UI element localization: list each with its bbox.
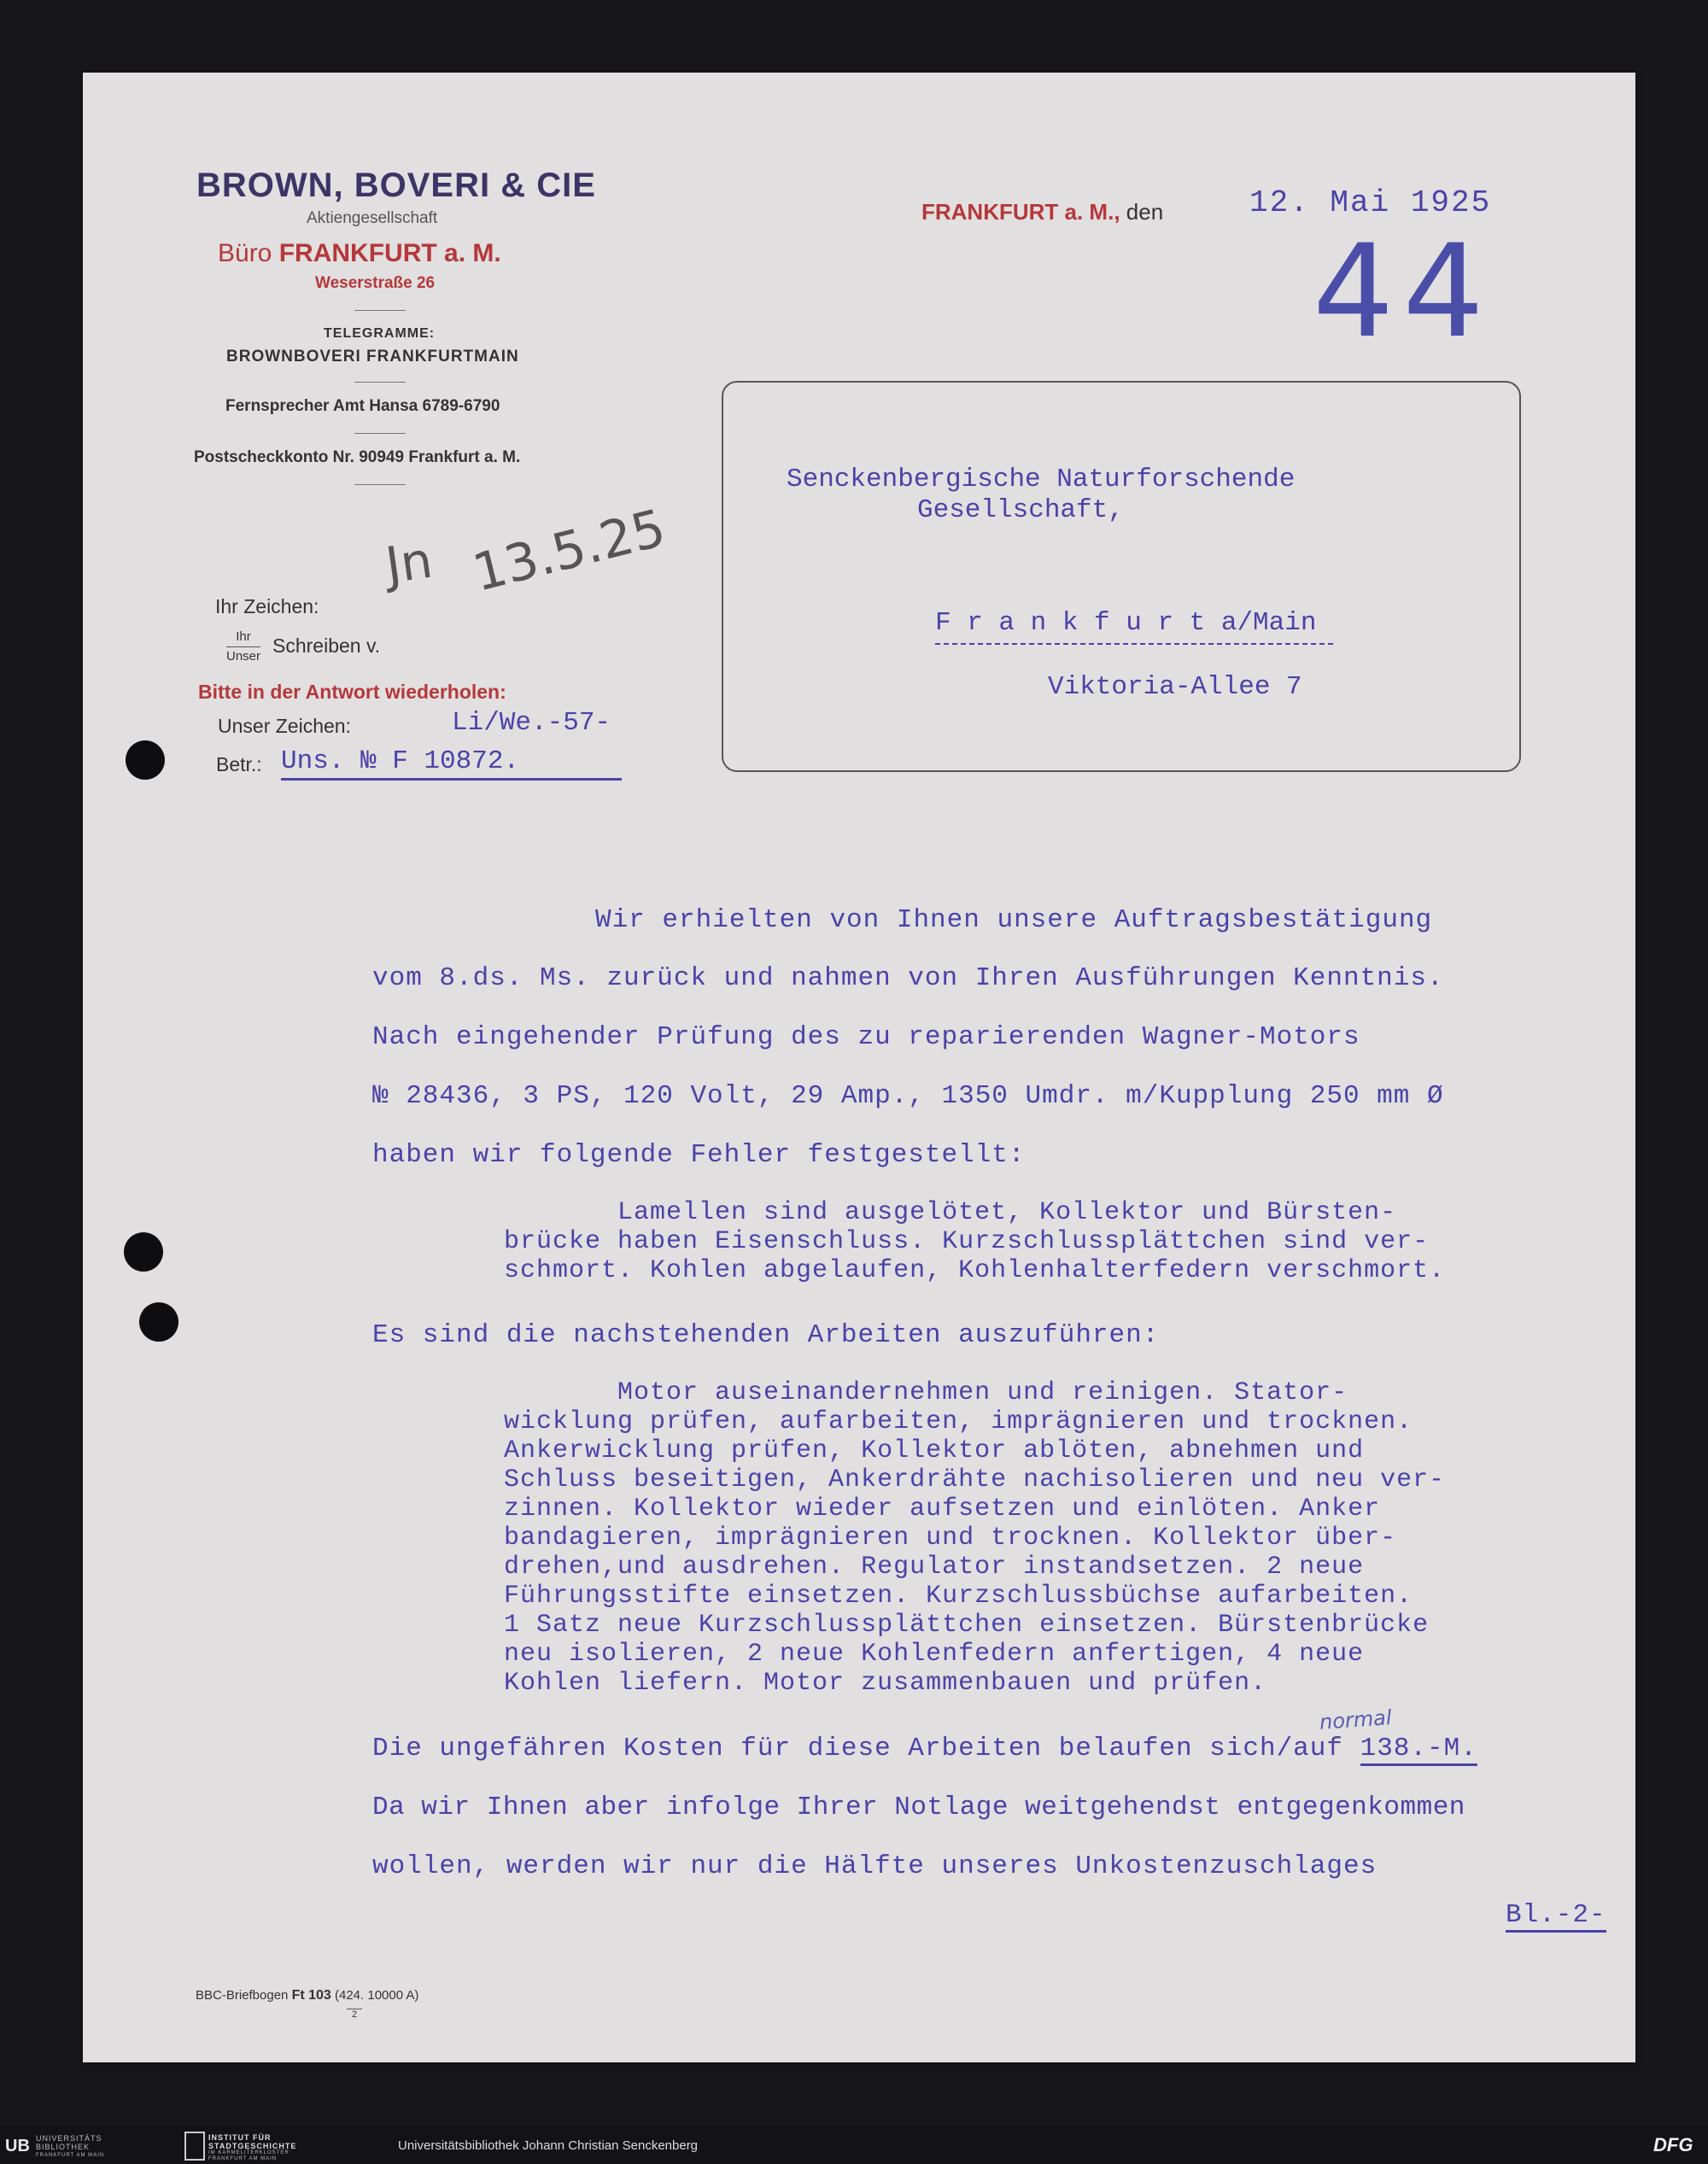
work-paragraph: Motor auseinandernehmen und reinigen. Stator- wicklung prüfen, aufarbeiten, imprägnieren und trocknen. Ankerwicklung prüfen, Kollektor ablöten, abnehmen und Schluss beseitigen, Ankerdrähte nachisolieren und neu ver- zinnen. Kollektor wieder aufsetzen und einlöten. Anker bandagieren, imprägnieren und trocknen. Kollektor über- drehen,und ausdrehen. Regulator instandsetzen. 2 neue Führungsstifte einsetzen. Kurzschlussbüchse aufarbeiten. 1 Satz neue Kurzschlussplättchen einsetzen. Bürstenbrücke neu isolieren, 2 neue Kohlenfedern anfertigen, 4 neue Kohlen liefern. Motor zusammenbauen und prüfen. [504, 1378, 1446, 1698]
office-prefix: Büro [218, 239, 272, 267]
ub-subtext: FRANKFURT AM MAIN [36, 2153, 105, 2158]
our-sign-value: Li/We.-57- [452, 708, 611, 738]
body-line-2: vom 8.ds. Ms. zurück und nahmen von Ihren Ausführungen Kenntnis. [372, 963, 1444, 993]
handwritten-received-date: 13.5.25 [466, 498, 672, 604]
fraction-line [226, 646, 260, 647]
form-footer-small: 2 [347, 2009, 362, 2020]
body-line-final-1: Da wir Ihnen aber infolge Ihrer Notlage weitgehendst entgegenkommen [372, 1793, 1465, 1822]
form-footer [196, 1988, 418, 2003]
letter-date: 12. Mai 1925 [1249, 185, 1492, 220]
work-intro: Es sind die nachstehenden Arbeiten auszuführen: [372, 1320, 1160, 1350]
dateline-place [921, 199, 1163, 225]
office-city: FRANKFURT a. M. [278, 239, 501, 267]
recipient-city: F r a n k f u r t a/Main [935, 608, 1333, 645]
page-marker: Bl.-2- [1506, 1900, 1606, 1933]
repeat-notice: Bitte in der Antwort wiederholen: [198, 681, 506, 703]
cost-text: Die ungefähren Kosten für diese Arbeiten belaufen sich/auf [372, 1734, 1343, 1763]
our-sign-label: Unser Zeichen: [218, 715, 351, 737]
institute-subtext: IM KARMELITERKLOSTER FRANKFURT AM MAIN [208, 2150, 290, 2161]
fraction-top: Ihr [236, 629, 251, 644]
body-line-5: haben wir folgende Fehler festgestellt: [372, 1140, 1026, 1170]
company-name: BROWN, BOVERI & CIE [196, 167, 596, 204]
divider [354, 382, 406, 383]
recipient-line1: Senckenbergische Naturforschende [787, 465, 1296, 494]
your-sign-label: Ihr Zeichen: [215, 595, 319, 617]
recipient-line2: Gesellschaft, [917, 495, 1124, 525]
letter-sheet [83, 73, 1635, 2062]
body-line-1: Wir erhielten von Ihnen unsere Auftragsbestätigung [595, 905, 1433, 935]
punch-hole [139, 1302, 178, 1342]
cost-amount: 138.-M. [1360, 1734, 1477, 1766]
office-line [218, 239, 501, 268]
letter-of-label: Schreiben v. [272, 635, 381, 657]
telegram-label: TELEGRAMME: [324, 326, 436, 341]
postal-account: Postscheckkonto Nr. 90949 Frankfurt a. M. [194, 448, 521, 466]
library-name: Universitätsbibliothek Johann Christian Senckenberg [398, 2138, 699, 2153]
address-window [722, 381, 1521, 772]
handwritten-number: 44 [1313, 218, 1493, 366]
subject-label: Betr.: [216, 753, 262, 775]
divider [354, 433, 406, 434]
body-line-3: Nach eingehender Prüfung des zu reparierenden Wagner-Motors [372, 1022, 1360, 1052]
handwritten-normal: normal [1319, 1705, 1393, 1734]
form-edition: (424. 10000 A) [335, 1988, 419, 2003]
body-line-4: № 28436, 3 PS, 120 Volt, 29 Amp., 1350 Umdr. m/Kupplung 250 mm Ø [372, 1081, 1444, 1111]
punch-hole [126, 740, 165, 780]
handwritten-initials: Jn [382, 530, 436, 595]
divider [354, 484, 406, 485]
punch-hole [124, 1232, 163, 1272]
telegram-address: BROWNBOVERI FRANKFURTMAIN [226, 348, 519, 366]
institute-logo-icon [184, 2132, 205, 2161]
phone-number: Fernsprecher Amt Hansa 6789-6790 [225, 397, 500, 415]
place-name: FRANKFURT a. M., [921, 199, 1120, 225]
defects-paragraph: Lamellen sind ausgelötet, Kollektor und Bürsten- brücke haben Eisenschluss. Kurzschlussplättchen sind ver- schmort. Kohlen abgelaufen, Kohlenhalterfedern verschmort. [504, 1198, 1446, 1285]
cost-line [372, 1734, 1477, 1763]
den-word: den [1126, 199, 1164, 225]
subject-value: Uns. № F 10872. [281, 746, 622, 781]
archive-bar [0, 2126, 1708, 2164]
dfg-logo: DFG [1653, 2134, 1693, 2155]
street-address: Weserstraße 26 [315, 274, 436, 292]
institute-text: INSTITUT FÜR STADTGESCHICHTE [208, 2133, 297, 2150]
legal-form: Aktiengesellschaft [307, 209, 438, 227]
divider [354, 310, 406, 311]
fraction-bottom: Unser [225, 649, 260, 664]
ub-logo: UB [5, 2137, 30, 2155]
form-code: Ft 103 [291, 1988, 331, 2003]
ub-text: UNIVERSITÄTS BIBLIOTHEK [36, 2134, 102, 2151]
recipient-street: Viktoria-Allee 7 [1048, 672, 1302, 702]
form-name: BBC-Briefbogen [196, 1988, 289, 2003]
body-line-final-2: wollen, werden wir nur die Hälfte unseres Unkostenzuschlages [372, 1851, 1378, 1881]
